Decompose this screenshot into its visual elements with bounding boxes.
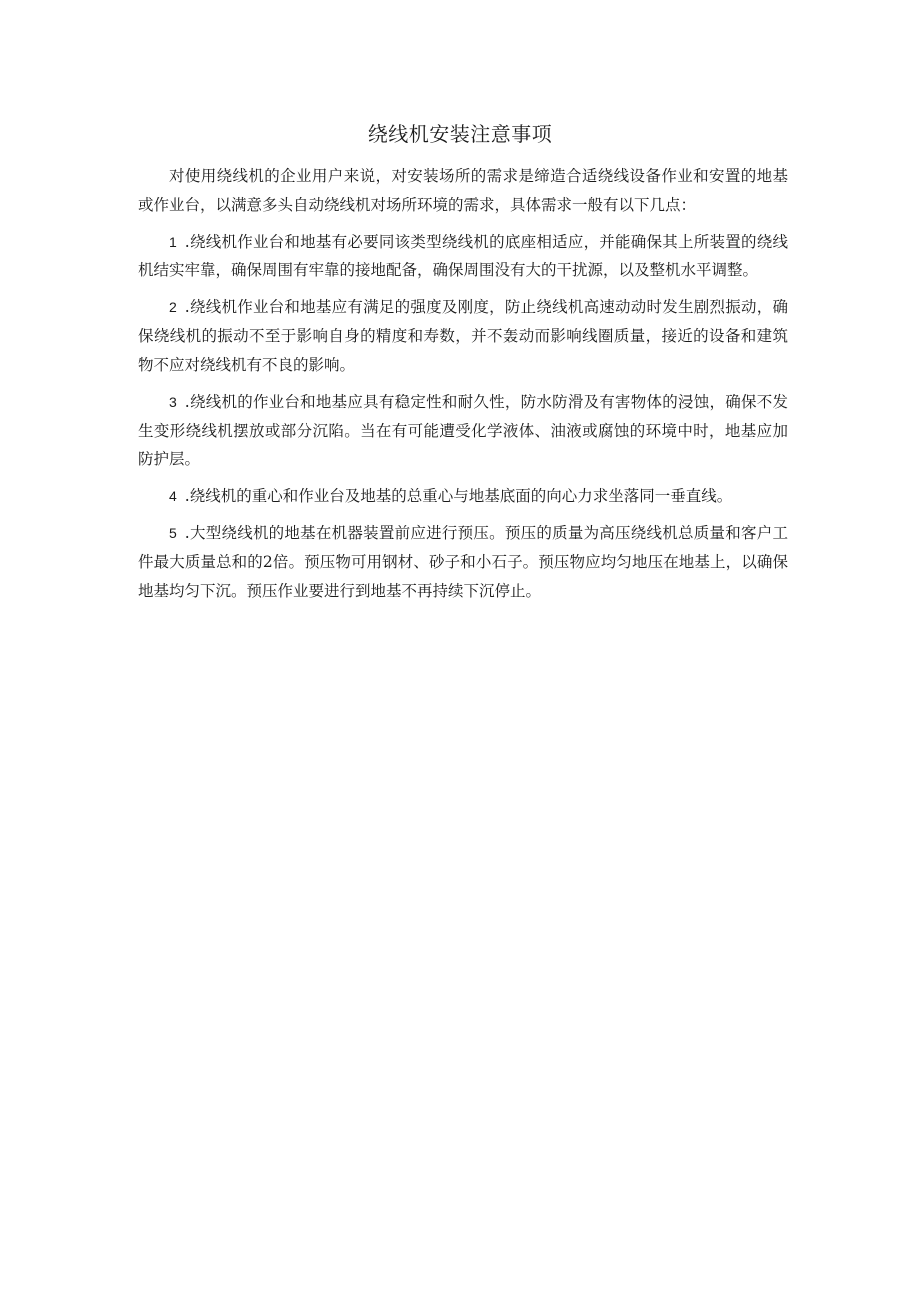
- item-number: 1: [169, 233, 177, 250]
- list-item: [138, 482, 788, 511]
- list-item: [138, 293, 788, 379]
- item-number: 3: [169, 393, 177, 410]
- item-text: .绕线机作业台和地基有必要同该类型绕线机的底座相适应，并能确保其上所装置的绕线机结实牢靠，确保周围有牢靠的接地配备，确保周围没有大的干扰源，以及整机水平调整。: [138, 232, 788, 280]
- list-item: [138, 519, 788, 605]
- item-text: .大型绕线机的地基在机器装置前应进行预压。预压的质量为高压绕线机总质量和客户工件最大质量总和的2倍。预压物可用钢材、砂子和小石子。预压物应均匀地压在地基上，以确保地基均匀下沉。预压作业要进行到地基不再持续下沉停止。: [138, 524, 788, 600]
- item-text: .绕线机作业台和地基应有满足的强度及刚度，防止绕线机高速动动时发生剧烈振动，确保绕线机的振动不至于影响自身的精度和寿数，并不轰动而影响线圈质量，接近的设备和建筑物不应对绕线机有不良的影响。: [138, 298, 788, 374]
- list-item: [138, 388, 788, 474]
- intro-paragraph: 对使用绕线机的企业用户来说，对安装场所的需求是缔造合适绕线设备作业和安置的地基或作业台，以满意多头自动绕线机对场所环境的需求，具体需求一般有以下几点：: [138, 167, 788, 214]
- list-item: [138, 228, 788, 285]
- item-text: .绕线机的重心和作业台及地基的总重心与地基底面的向心力求坐落同一垂直线。: [184, 487, 733, 506]
- item-number: 2: [169, 299, 177, 316]
- document-title: 绕线机安装注意事项: [367, 122, 553, 146]
- item-number: 4: [169, 488, 177, 505]
- item-number: 5: [169, 525, 177, 542]
- item-text: .绕线机的作业台和地基应具有稳定性和耐久性，防水防滑及有害物体的浸蚀，确保不发生变形绕线机摆放或部分沉陷。当在有可能遭受化学液体、油液或腐蚀的环境中时，地基应加防护层。: [138, 392, 788, 469]
- document-body: [138, 162, 788, 614]
